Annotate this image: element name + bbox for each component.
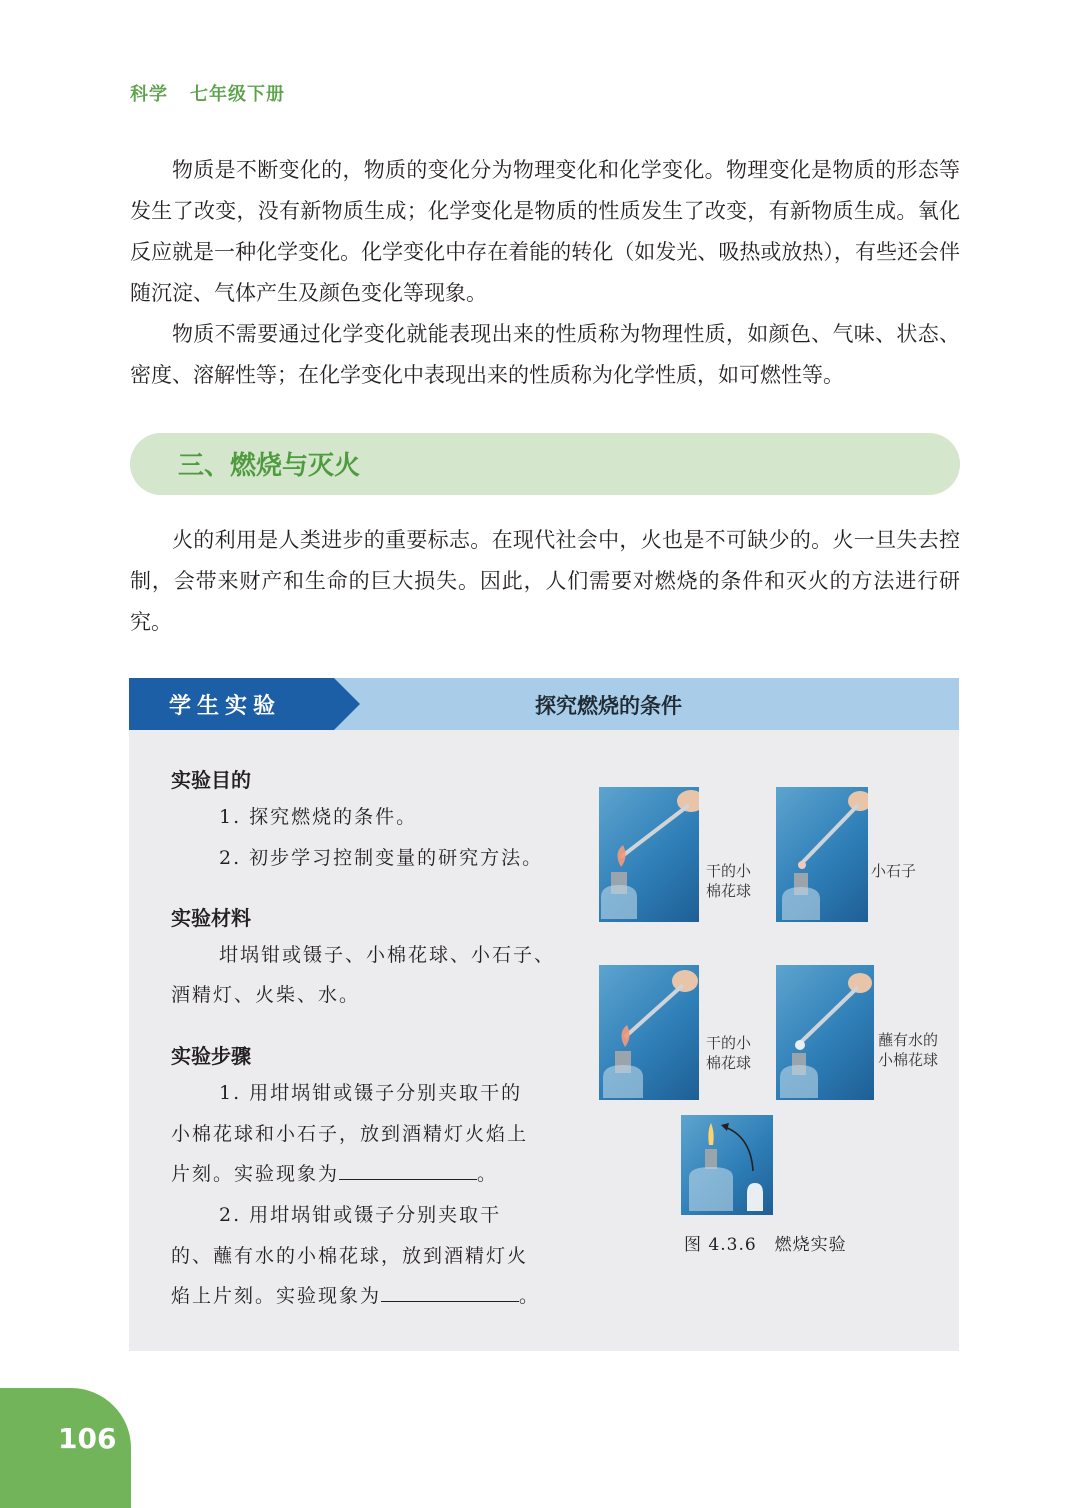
step2-line-3: [171, 1276, 540, 1316]
label-dry-cotton-2: 干的小 棉花球: [706, 1034, 752, 1072]
header-grade: 七年级下册: [190, 84, 285, 105]
step1-period: 。: [477, 1163, 499, 1185]
step2-line-1: 2. 用坩埚钳或镊子分别夹取干: [219, 1204, 502, 1226]
purpose-item-2: 2. 初步学习控制变量的研究方法。: [219, 847, 544, 869]
section-title: 三、燃烧与灭火: [178, 451, 361, 481]
label-small-stone: 小石子: [871, 862, 917, 880]
fire-intro-text: [130, 520, 960, 643]
step1-answer-blank[interactable]: [339, 1157, 477, 1180]
intro-text: [130, 150, 960, 396]
purpose-heading: 实验目的: [171, 768, 251, 792]
step1-line-3-text: 片刻。实验现象为: [171, 1163, 340, 1185]
photo-dry-cotton-2: [599, 965, 699, 1100]
experiment-header: [129, 678, 959, 730]
page-number: 106: [58, 1422, 117, 1455]
step1-line-2: 小棉花球和小石子，放到酒精灯火焰上: [171, 1123, 529, 1145]
photo-wet-cotton: [776, 965, 874, 1100]
materials-heading: 实验材料: [171, 906, 251, 930]
step2-line-3-text: 焰上片刻。实验现象为: [171, 1285, 382, 1307]
purpose-item-1: 1. 探究燃烧的条件。: [219, 806, 418, 828]
label-dry-cotton-1: 干的小 棉花球: [706, 862, 752, 900]
step2-line-2: 的、蘸有水的小棉花球，放到酒精灯火: [171, 1245, 529, 1267]
materials-text: 坩埚钳或镊子、小棉花球、小石子、酒精灯、火柴、水。: [171, 944, 556, 1006]
figure-caption: 图 4.3.6 燃烧实验: [684, 1235, 847, 1255]
step2-answer-blank[interactable]: [381, 1279, 519, 1302]
intro-paragraph-1: 物质是不断变化的，物质的变化分为物理变化和化学变化。物理变化是物质的形态等发生了改变，没有新物质生成；化学变化是物质的性质发生了改变，有新物质生成。氧化反应就是一种化学变化。化学变化中存在着能的转化（如发光、吸热或放热），有些还会伴随沉淀、气体产生及颜色变化等现象。: [130, 158, 960, 305]
experiment-title: 探究燃烧的条件: [535, 694, 682, 718]
step1-line-1: 1. 用坩埚钳或镊子分别夹取干的: [219, 1082, 523, 1104]
running-header: [130, 80, 285, 106]
header-subject: 科学: [130, 84, 168, 105]
experiment-tag-label: 学生实验: [169, 694, 282, 719]
photo-lamp-cap: [681, 1115, 773, 1215]
step1-line-3: [171, 1154, 498, 1194]
page-number-tab: [0, 1388, 131, 1508]
photo-dry-cotton-1: [599, 787, 699, 922]
experiment-tag: [129, 678, 359, 730]
experiment-box: [129, 678, 959, 1351]
label-wet-cotton: 蘸有水的 小棉花球: [878, 1031, 939, 1069]
section-heading-bar: [130, 433, 960, 495]
step2-period: 。: [519, 1285, 541, 1307]
steps-heading: 实验步骤: [171, 1044, 251, 1068]
fire-intro-paragraph: 火的利用是人类进步的重要标志。在现代社会中，火也是不可缺少的。火一旦失去控制，会带来财产和生命的巨大损失。因此，人们需要对燃烧的条件和灭火的方法进行研究。: [130, 528, 960, 634]
intro-paragraph-2: 物质不需要通过化学变化就能表现出来的性质称为物理性质，如颜色、气味、状态、密度、溶解性等；在化学变化中表现出来的性质称为化学性质，如可燃性等。: [130, 322, 960, 387]
photo-small-stone: [776, 787, 868, 922]
